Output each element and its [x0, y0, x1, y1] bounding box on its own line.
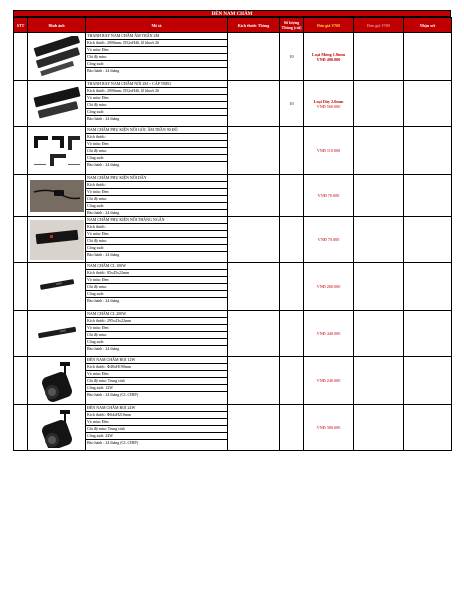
spec-line: Vỏ màu: Đen: [86, 325, 227, 332]
description-cell: [86, 405, 228, 451]
product-name: NAM CHÂM CL 200W: [86, 311, 227, 318]
unit-price-cell: [304, 33, 354, 81]
description-cell: [86, 357, 228, 405]
price-line-2: VNĐ 480.000: [316, 56, 341, 62]
spec-line: Công suất:: [86, 109, 227, 116]
stt-cell: [14, 405, 28, 451]
header-image: Hình ảnh: [28, 18, 86, 33]
box-qty-cell: [280, 357, 304, 405]
wire-connector-icon: [28, 180, 85, 212]
corner-connector-icon: [28, 130, 85, 172]
spotlight-icon: [28, 360, 85, 402]
straight-connector-icon: [28, 220, 85, 260]
notes-cell: [404, 263, 452, 311]
spec-line: Vỏ màu: Đen: [86, 141, 227, 148]
unit-price-cell: [304, 127, 354, 175]
price-line-1: VNĐ 70.000: [317, 193, 340, 198]
box-size-cell: [228, 357, 280, 405]
spec-line: Chỉ độ màu: Trung tính: [86, 378, 227, 385]
product-name: NAM CHÂM PHỤ KIỆN NỐI THẲNG NGẮN: [86, 217, 227, 224]
spec-line: Bảo hành : 24 tháng: [87, 162, 120, 167]
header-description: Mô tả: [86, 18, 228, 33]
notes-cell: [404, 81, 452, 127]
box-qty-cell: [280, 175, 304, 217]
price-line-1: VNĐ 240.000: [316, 378, 341, 383]
spec-line: Công suất:: [86, 291, 227, 298]
spec-line: Kích thước: 2000mm, D52xH46, lỗ khoét 26: [86, 88, 227, 95]
box-size-cell: [228, 263, 280, 311]
spec-line: Chỉ độ màu:: [86, 284, 227, 291]
surface-track-icon: [28, 84, 85, 124]
table-row: [14, 405, 452, 451]
spec-line: Kích thước: Φ48xH190mm: [86, 364, 227, 371]
header-unit-price-2: Đơn giá VNĐ: [354, 18, 404, 33]
product-image-cell: [28, 127, 86, 175]
unit-price-2-cell: [354, 175, 404, 217]
box-qty-cell: [280, 263, 304, 311]
price-line-1: VNĐ 260.000: [316, 284, 341, 289]
spec-line: Công suất: 24W: [86, 433, 227, 440]
box-size-cell: [228, 33, 280, 81]
description-cell: [86, 263, 228, 311]
table-header-row: [14, 18, 452, 33]
spec-line: Vỏ màu: Đen: [86, 419, 227, 426]
spec-line: Bảo hành : 24 tháng: [87, 252, 120, 257]
notes-cell: [404, 405, 452, 451]
unit-price-2-cell: [354, 81, 404, 127]
price-line-1: Loại Dày 2.0mm: [313, 98, 344, 104]
notes-cell: [404, 217, 452, 263]
notes-cell: [404, 311, 452, 357]
spec-line: Bảo hành : 24 tháng: [87, 116, 120, 121]
spec-line: Kích thước: Φ64xH210mm: [86, 412, 227, 419]
unit-price-cell: [304, 405, 354, 451]
table-row: [14, 33, 452, 81]
stt-cell: [14, 81, 28, 127]
product-image-cell: [28, 33, 86, 81]
notes-cell: [404, 127, 452, 175]
table-row: [14, 81, 452, 127]
spec-line: Chỉ độ màu:: [86, 196, 227, 203]
product-image-cell: [28, 263, 86, 311]
unit-price-2-cell: [354, 127, 404, 175]
unit-price-2-cell: [354, 311, 404, 357]
spec-line: Bảo hành : 24 tháng (CL CHIP): [87, 440, 138, 445]
box-size-cell: [228, 405, 280, 451]
table-row: [14, 217, 452, 263]
box-qty-cell: 10: [280, 81, 304, 127]
spec-line: Chỉ độ màu:: [86, 54, 227, 61]
product-name: ĐÈN NAM CHÂM RỌI 12W: [86, 357, 227, 364]
description-cell: [86, 33, 228, 81]
spec-line: Vỏ màu: Đen: [86, 47, 227, 54]
product-image-cell: [28, 217, 86, 263]
price-line-2: VNĐ 560.000: [316, 103, 341, 109]
spec-line: Kích thước: 85x45x22mm: [86, 270, 227, 277]
price-line-1: VNĐ 70.000: [317, 237, 340, 242]
product-name: NAM CHÂM PHỤ KIỆN NỐI DÂY: [86, 175, 227, 182]
price-line-1: VNĐ 440.000: [316, 331, 341, 336]
unit-price-2-cell: [354, 357, 404, 405]
product-name: NAM CHÂM CL 100W: [86, 263, 227, 270]
notes-cell: [404, 33, 452, 81]
product-table: [13, 17, 452, 451]
product-image-cell: [28, 357, 86, 405]
stt-cell: [14, 127, 28, 175]
sheet-title: ĐÈN NAM CHÂM: [13, 10, 451, 17]
product-image-cell: [28, 81, 86, 127]
description-cell: [86, 81, 228, 127]
unit-price-2-cell: [354, 33, 404, 81]
table-row: [14, 263, 452, 311]
spec-line: Bảo hành : 24 tháng: [87, 298, 120, 303]
stt-cell: [14, 33, 28, 81]
description-cell: [86, 127, 228, 175]
unit-price-cell: [304, 217, 354, 263]
spec-line: Công suất:: [86, 61, 227, 68]
price-line-1: VNĐ 110.000: [316, 148, 341, 153]
header-stt: STT: [14, 18, 28, 33]
spec-line: Chỉ độ màu:: [86, 332, 227, 339]
product-name: THANH RAY NAM CHÂM NỔI 2M + CÁP TREO: [86, 81, 227, 88]
spotlight-icon: [28, 408, 85, 448]
unit-price-2-cell: [354, 263, 404, 311]
driver-100w-icon: [28, 266, 85, 308]
spec-line: Bảo hành : 24 tháng: [87, 68, 120, 73]
table-row: [14, 175, 452, 217]
header-box-qty: Số lượng Thùng (cái): [280, 18, 304, 33]
header-box-size: Kích thước Thùng: [228, 18, 280, 33]
box-size-cell: [228, 81, 280, 127]
stt-cell: [14, 175, 28, 217]
spec-line: Bảo hành : 24 tháng: [87, 346, 120, 351]
recessed-track-icon: [28, 36, 85, 78]
table-row: [14, 127, 452, 175]
unit-price-cell: [304, 357, 354, 405]
spec-line: Kích thước: 295x43x22mm: [86, 318, 227, 325]
product-image-cell: [28, 405, 86, 451]
description-cell: [86, 311, 228, 357]
unit-price-cell: [304, 175, 354, 217]
box-qty-cell: 10: [280, 33, 304, 81]
box-size-cell: [228, 127, 280, 175]
spec-line: Bảo hành : 24 tháng: [87, 210, 120, 215]
spec-line: Chỉ độ màu:: [86, 148, 227, 155]
spec-line: Công suất:: [86, 245, 227, 252]
box-qty-cell: [280, 405, 304, 451]
spec-line: Công suất:: [86, 203, 227, 210]
spec-line: Chỉ độ màu:: [86, 102, 227, 109]
box-size-cell: [228, 175, 280, 217]
stt-cell: [14, 311, 28, 357]
box-qty-cell: [280, 127, 304, 175]
price-line-1: VNĐ 300.000: [316, 425, 341, 430]
unit-price-2-cell: [354, 217, 404, 263]
box-size-cell: [228, 217, 280, 263]
unit-price-2-cell: [354, 405, 404, 451]
table-row: [14, 357, 452, 405]
driver-200w-icon: [28, 314, 85, 354]
spec-line: Kích thước: 2000mm, D52xH46, lỗ khoét 26: [86, 40, 227, 47]
product-name: NAM CHÂM PHỤ KIỆN NỐI GÓC ÂM TRẦN 90 ĐỘ: [86, 127, 227, 134]
stt-cell: [14, 263, 28, 311]
box-qty-cell: [280, 311, 304, 357]
product-image-cell: [28, 311, 86, 357]
spec-line: Vỏ màu: Đen: [86, 231, 227, 238]
spec-line: Công suất:: [86, 155, 227, 162]
product-name: ĐÈN NAM CHÂM RỌI 24W: [86, 405, 227, 412]
header-unit-price: Đơn giá VNĐ: [304, 18, 354, 33]
spec-line: Chỉ độ màu: Trung tính: [86, 426, 227, 433]
product-name: THANH RAY NAM CHÂM ÂM TRẦN 2M: [86, 33, 227, 40]
spec-line: Bảo hành : 24 tháng (CL CHIP): [87, 392, 138, 397]
spec-line: Kích thước:: [86, 182, 227, 189]
unit-price-cell: [304, 311, 354, 357]
header-notes: Nhận xét: [404, 18, 452, 33]
price-sheet: [13, 10, 451, 451]
spec-line: Vỏ màu: Đen: [86, 95, 227, 102]
unit-price-cell: [304, 81, 354, 127]
stt-cell: [14, 357, 28, 405]
spec-line: Chỉ độ màu:: [86, 238, 227, 245]
spec-line: Công suất: 12W: [86, 385, 227, 392]
notes-cell: [404, 175, 452, 217]
stt-cell: [14, 217, 28, 263]
spec-line: Vỏ màu: Đen: [86, 189, 227, 196]
unit-price-cell: [304, 263, 354, 311]
spec-line: Vỏ màu: Đen: [86, 371, 227, 378]
description-cell: [86, 217, 228, 263]
spec-line: Kích thước:: [86, 134, 227, 141]
spec-line: Công suất:: [86, 339, 227, 346]
product-image-cell: [28, 175, 86, 217]
description-cell: [86, 175, 228, 217]
box-qty-cell: [280, 217, 304, 263]
price-line-1: Loại Mỏng 1.8mm: [312, 51, 345, 57]
spec-line: Kích thước:: [86, 224, 227, 231]
box-size-cell: [228, 311, 280, 357]
table-row: [14, 311, 452, 357]
spec-line: Vỏ màu: Đen: [86, 277, 227, 284]
notes-cell: [404, 357, 452, 405]
